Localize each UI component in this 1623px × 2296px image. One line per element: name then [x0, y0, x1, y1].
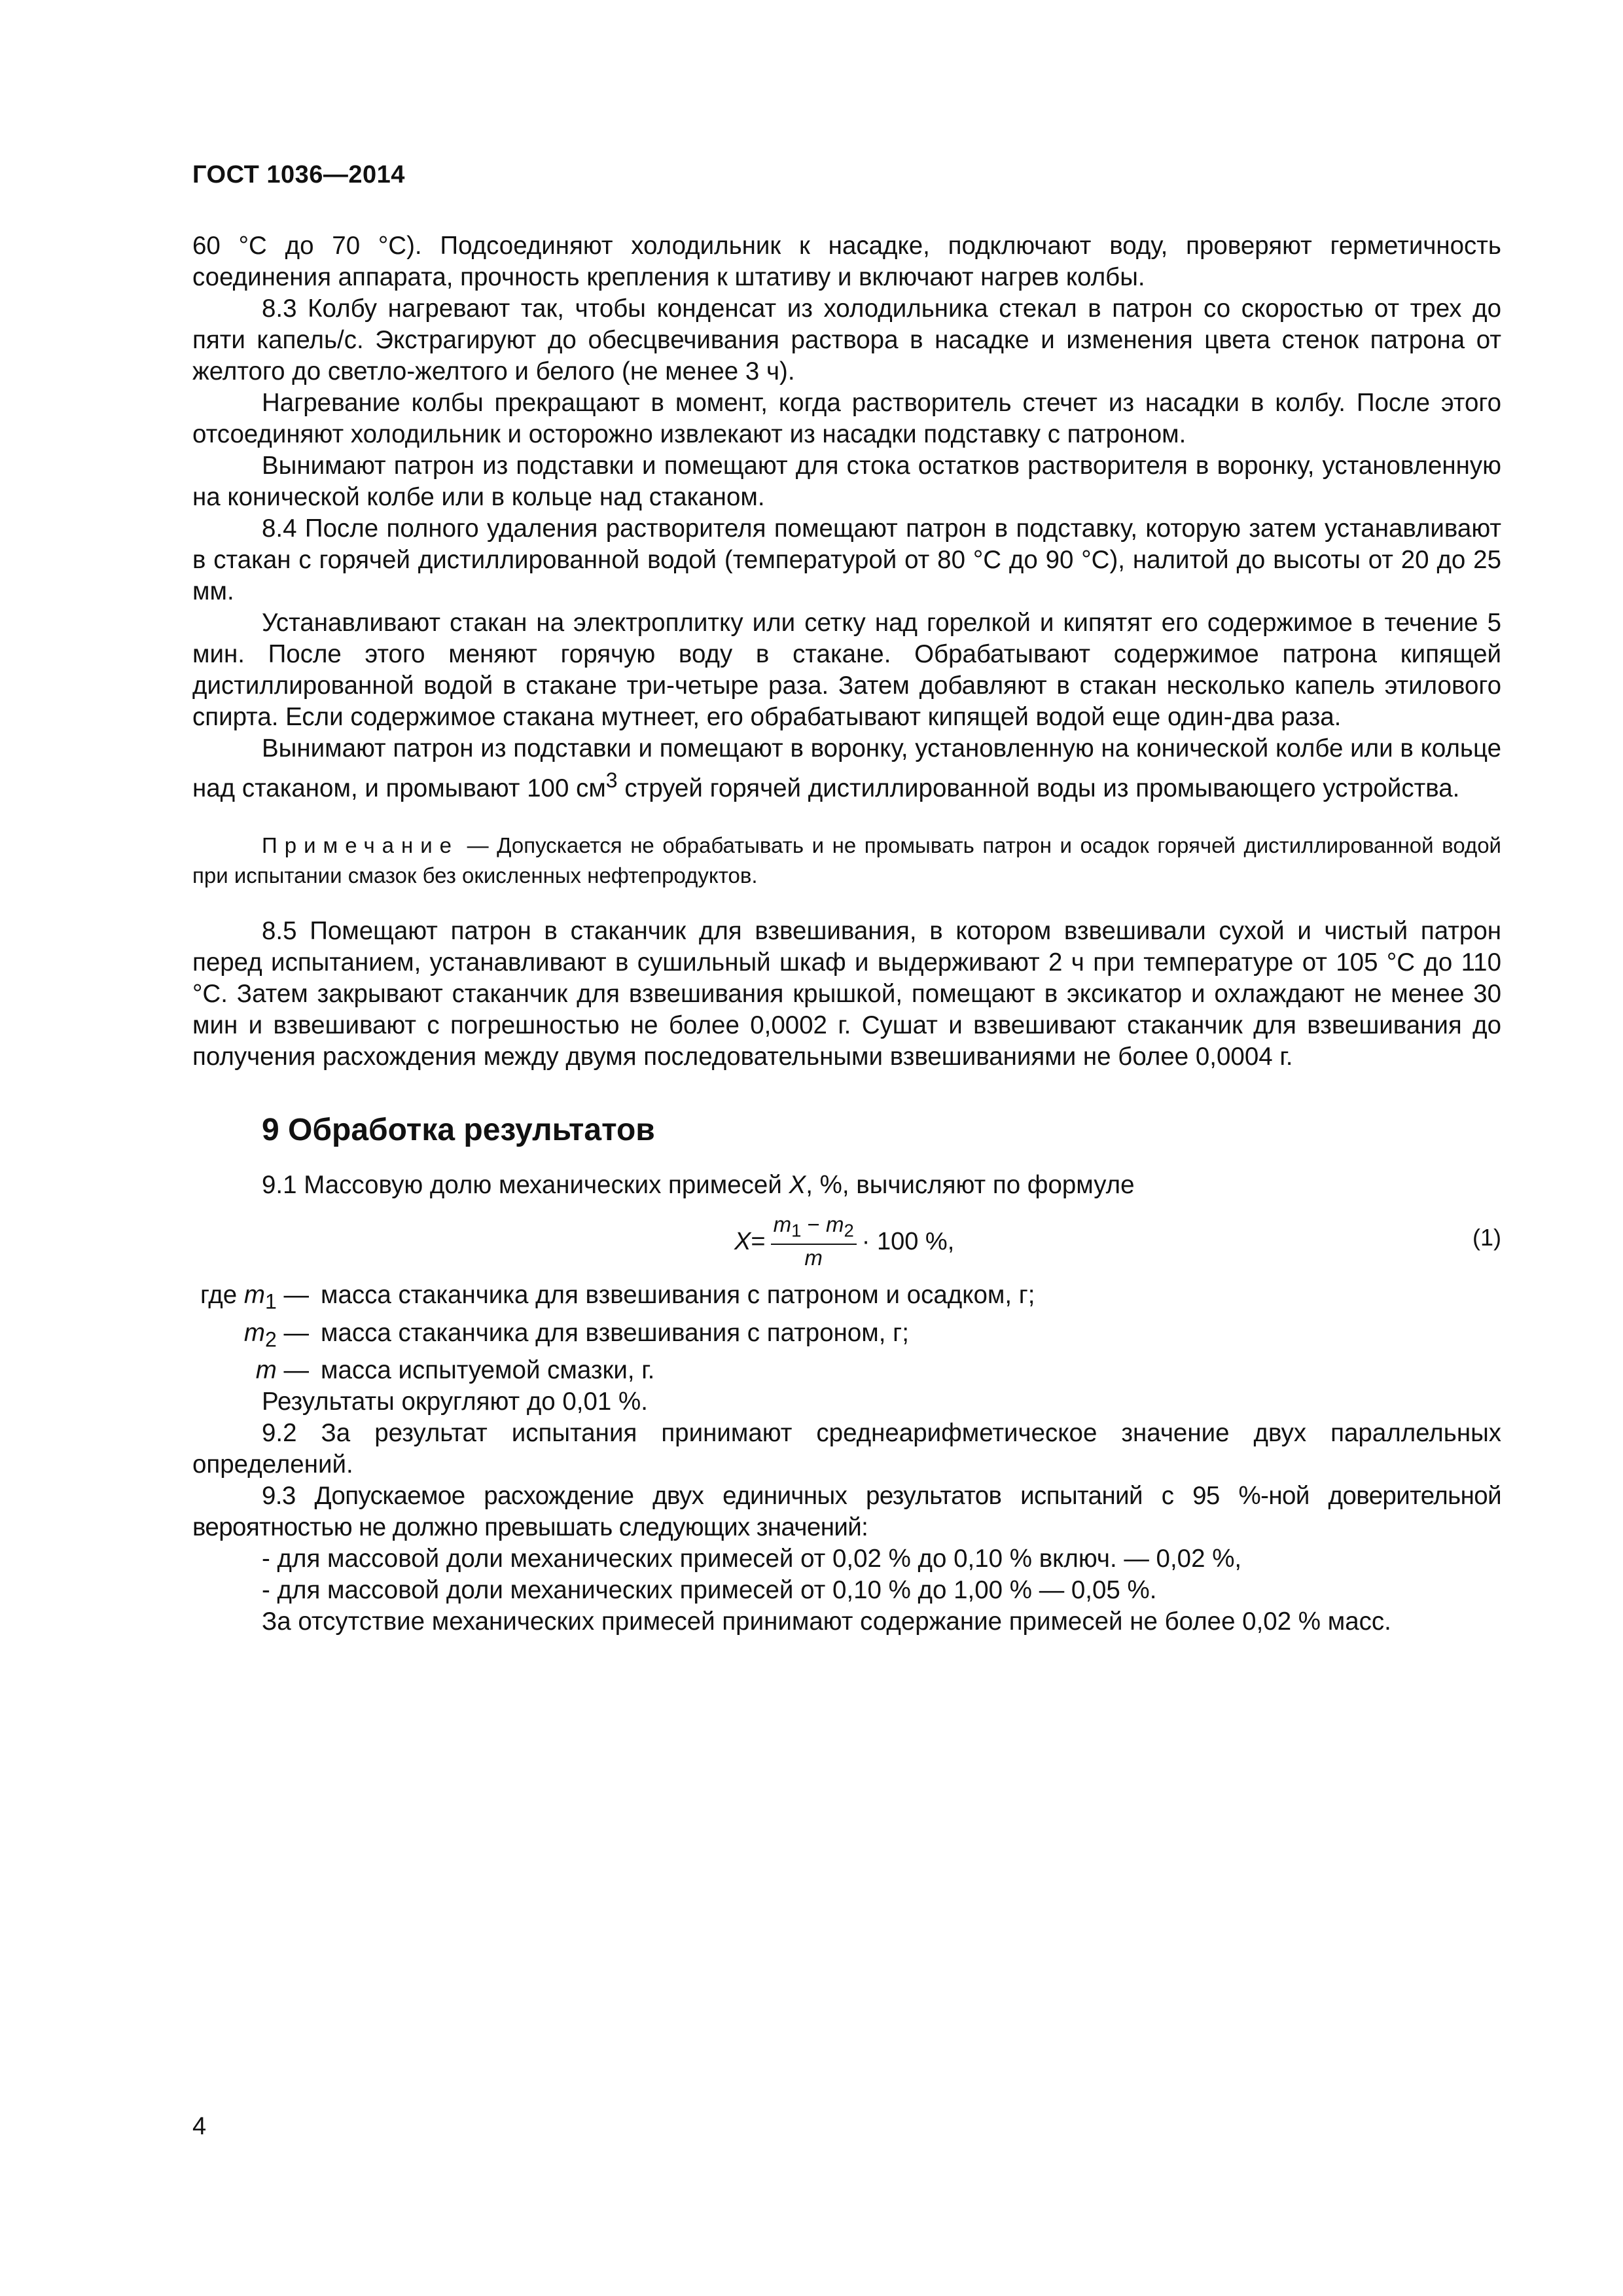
numerator-sub2: 2 [844, 1220, 854, 1241]
formula-lhs: X [734, 1227, 751, 1255]
p91-text-start: 9.1 Массовую долю механических примесей [262, 1170, 789, 1199]
section-9-title: 9 Обработка результатов [262, 1112, 655, 1147]
paragraph-9-3: 9.3 Допускаемое расхождение двух единичных результатов испытаний с 95 %-ной доверительной вероятностью не должно превышать следующих значений: [192, 1482, 1501, 1542]
legend-var: m [243, 1318, 265, 1347]
numerator-sub1: 1 [791, 1220, 802, 1241]
note-text: — Допускается не обрабатывать и не промывать патрон и осадок горячей дистиллированной водой при испытании смазок без окисленных нефтепродуктов. [192, 833, 1501, 888]
rinse-text-end: струей горячей дистиллированной воды из промывающего устройства. [617, 774, 1460, 802]
paragraph-8-4: 8.4 После полного удаления растворителя помещают патрон в подставку, которую затем устанавливают в стакан с горячей дистиллированной водой (температурой от 80 °С до 90 °С), налитой до высоты от 20 до 25 мм. [192, 514, 1501, 605]
formula-row [192, 1208, 1501, 1280]
legend-sub: 1 [264, 1289, 277, 1314]
paragraph-rounding: Результаты округляют до 0,01 %. [262, 1388, 648, 1416]
legend-row-m [192, 1355, 1501, 1386]
formula-equals: = [751, 1227, 766, 1255]
list-item-range-1: - для массовой доли механических примесей от 0,02 % до 0,10 % включ. — 0,02 %, [262, 1545, 1242, 1573]
legend-symbol [192, 1318, 321, 1355]
legend-symbol [192, 1355, 321, 1386]
note [192, 831, 1501, 891]
list-item-range-2: - для массовой доли механических примесей от 0,10 % до 1,00 % — 0,05 %. [262, 1576, 1157, 1605]
paragraph-8-3: 8.3 Колбу нагревают так, чтобы конденсат из холодильника стекал в патрон со скоростью от трех до пяти капель/с. Экстрагируют до обесцвечивания раствора в насадке и изменения цвета стенок патрона от желтого до светло-желтого и белого (не менее 3 ч). [192, 295, 1501, 386]
legend-var: m [243, 1280, 265, 1309]
paragraph-9-1 [192, 1170, 1501, 1201]
paragraph-remove-cartridge: Вынимают патрон из подставки и помещают для стока остатков растворителя в воронку, установленную на конической колбе или в кольце над стаканом. [192, 452, 1501, 511]
note-label: Примечание [262, 833, 459, 857]
formula-legend [192, 1280, 1501, 1386]
cubic-superscript: 3 [605, 768, 618, 792]
legend-dash: — [276, 1280, 309, 1309]
paragraph-boiling: Устанавливают стакан на электроплитку или сетку над горелкой и кипятят его содержимое в течение 5 мин. После этого меняют горячую воду в стакане. Обрабатывают содержимое патрона кипящей дистиллированной водой в стакане три-четыре раза. Затем добавляют в стакан несколько капель этилового спирта. Если содержимое стакана мутнеет, его обрабатывают кипящей водой еще один-два раза. [192, 609, 1501, 731]
formula-fraction [771, 1211, 857, 1272]
numerator-m2: m [825, 1211, 844, 1236]
page-header-standard-code: ГОСТ 1036—2014 [192, 161, 405, 188]
document-body [192, 230, 1501, 1638]
paragraph-final: За отсутствие механических примесей принимают содержание примесей не более 0,02 % масс. [262, 1607, 1391, 1636]
paragraph-8-5: 8.5 Помещают патрон в стаканчик для взвешивания, в котором взвешивали сухой и чистый патрон перед испытанием, устанавливают в сушильный шкаф и выдерживают 2 ч при температуре от 105 °С до 110 °С. Затем закрывают стаканчик для взвешивания крышкой, помещают в эксикатор и охлаждают не менее 30 мин и взвешивают с погрешностью не более 0,0002 г. Сушат и взвешивают стаканчик для взвешивания до получения расхождения между двумя последовательными взвешиваниями не более 0,0004 г. [192, 916, 1501, 1071]
formula [734, 1211, 954, 1272]
legend-dash: — [276, 1356, 309, 1385]
paragraph-continuation: 60 °С до 70 °С). Подсоединяют холодильник к насадке, подключают воду, проверяют герметичность соединения аппарата, прочность крепления к штативу и включают нагрев колбы. [192, 232, 1501, 291]
page-number: 4 [192, 2113, 207, 2140]
formula-rhs: · 100 %, [861, 1227, 955, 1255]
legend-prefix: где [200, 1280, 244, 1309]
legend-row-m2 [192, 1318, 1501, 1355]
paragraph-9-2: 9.2 За результат испытания принимают среднеарифметическое значение двух параллельных определений. [192, 1419, 1501, 1479]
formula-denominator: m [804, 1246, 823, 1270]
p91-text-end: , %, вычисляют по формуле [806, 1170, 1135, 1199]
numerator-minus: − [801, 1211, 826, 1236]
equation-number: (1) [1472, 1223, 1501, 1251]
rinse-text-start: Вынимают патрон из подставки и помещают в воронку, установленную на конической колбе или в кольце над стаканом, и промывают 100 см [192, 734, 1501, 802]
legend-text: масса стаканчика для взвешивания с патроном и осадком, г; [321, 1280, 1035, 1309]
legend-var: m [255, 1356, 277, 1385]
paragraph-heating-stop: Нагревание колбы прекращают в момент, когда растворитель стечет из насадки в колбу. После этого отсоединяют холодильник и осторожно извлекают из насадки подставку с патроном. [192, 389, 1501, 448]
p91-variable: X [789, 1170, 806, 1199]
legend-sub: 2 [264, 1327, 277, 1352]
paragraph-rinse [192, 733, 1501, 804]
legend-row-m1 [192, 1280, 1501, 1318]
numerator-m1: m [773, 1211, 792, 1236]
legend-symbol [192, 1280, 321, 1318]
legend-dash: — [276, 1318, 309, 1347]
formula-numerator [771, 1211, 857, 1246]
legend-text: масса стаканчика для взвешивания с патроном, г; [321, 1318, 909, 1347]
legend-text: масса испытуемой смазки, г. [321, 1356, 655, 1385]
